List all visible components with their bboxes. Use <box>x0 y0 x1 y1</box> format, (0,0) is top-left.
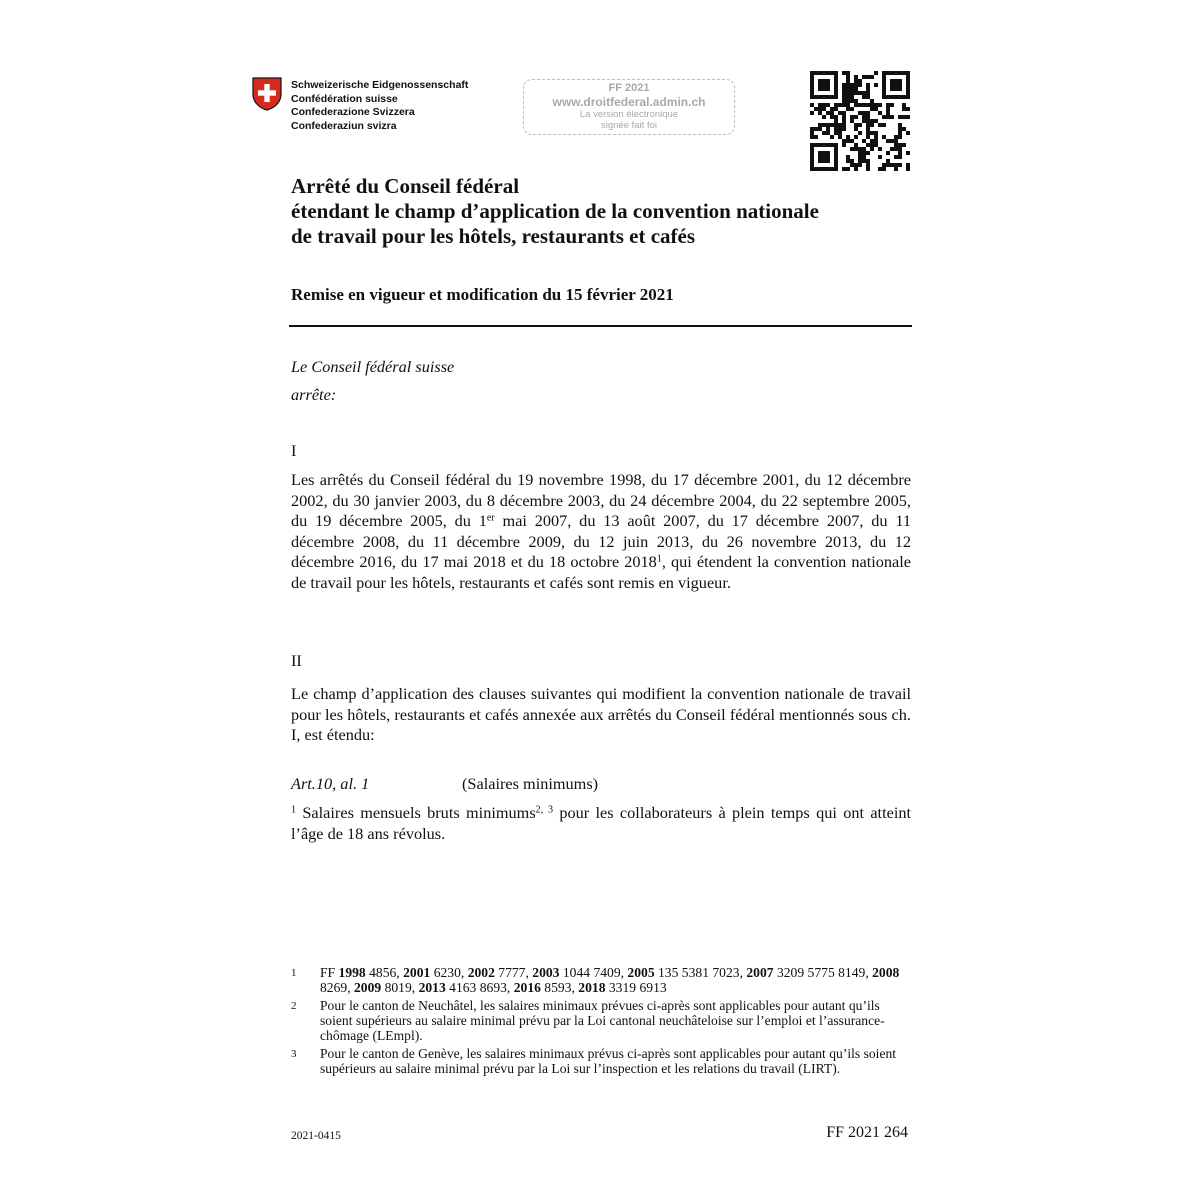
confederation-name-it: Confederazione Svizzera <box>291 106 415 118</box>
document-subtitle: Remise en vigueur et modification du 15 février 2021 <box>291 285 674 304</box>
qr-code-icon <box>810 71 910 171</box>
swiss-cross-shield-icon <box>252 77 282 111</box>
title-line-3: de travail pour les hôtels, restaurants et cafés <box>291 224 696 248</box>
section-1-text-b: mai 2007, du 13 août 2007, du 17 décembre 2007, du 11 décembre 2008, du 11 décembre 2009, du 12 juin 2013, du 26 novembre 2013, du 12 décembre 2016, du 17 mai 2018 et du 18 octobre 2018 <box>291 511 912 571</box>
article-paragraph <box>291 803 911 844</box>
section-heading-2: II <box>291 651 302 670</box>
title-line-2: étendant le champ d’application de la convention nationale <box>291 199 819 223</box>
confederation-names <box>291 79 468 133</box>
footnote-2 <box>291 999 911 1043</box>
section-2-paragraph: Le champ d’application des clauses suivantes qui modifient la convention nationale de travail pour les hôtels, restaurants et cafés annexée aux arrêtés du Conseil fédéral mentionnés sous ch. I, est étendu: <box>291 684 911 744</box>
stamp-note-line2: signée fait foi <box>601 120 657 131</box>
footnote-1 <box>291 966 911 996</box>
footnote-number: 2 <box>291 1000 297 1012</box>
stamp-note-line1: La version électronique <box>579 109 679 120</box>
section-1-paragraph <box>291 470 911 593</box>
footnote-text: FF 1998 4856, 2001 6230, 2002 7777, 2003 1044 7409, 2005 135 5381 7023, 2007 3209 5775 8149, 2008 8269, 2009 8019, 2013 4163 8693, 2016 8593, 2018 3319 6913 <box>320 965 900 995</box>
page-reference: FF 2021 264 <box>826 1124 908 1141</box>
confederation-name-fr: Confédération suisse <box>291 92 398 105</box>
article-text-a: Salaires mensuels bruts minimums <box>296 803 536 822</box>
confederation-name-de: Schweizerische Eidgenossenschaft <box>291 79 469 91</box>
preamble-decrees: arrête: <box>291 385 337 404</box>
article-title: (Salaires minimums) <box>462 774 599 793</box>
title-divider <box>289 325 912 327</box>
title-line-1: Arrêté du Conseil fédéral <box>291 174 520 198</box>
article-reference: Art.10, al. 1 <box>291 774 370 793</box>
footnote-number: 3 <box>291 1048 297 1060</box>
footnote-ref-1[interactable]: 1 <box>656 553 662 565</box>
stamp-website-link[interactable]: www.droitfederal.admin.ch <box>552 95 706 109</box>
footnote-text: Pour le canton de Genève, les salaires minimaux prévus ci-après sont applicables pour autant qu’ils soient supérieurs au salaire minimal prévu par la Loi sur l’inspection et les relations du travail (LIRT). <box>320 1046 897 1076</box>
document-title <box>291 174 931 249</box>
electronic-version-stamp <box>523 79 735 135</box>
confederation-name-rm: Confederaziun svizra <box>291 119 397 132</box>
preamble-authority: Le Conseil fédéral suisse <box>291 357 455 376</box>
article-text-b: pour les collaborateurs à plein temps qui ont atteint l’âge de 18 ans révolus. <box>291 803 912 843</box>
footnote-ref-2-3[interactable]: 2, 3 <box>535 804 554 816</box>
footnote-number: 1 <box>291 967 297 979</box>
stamp-ff-label: FF 2021 <box>608 82 650 94</box>
superscript-er: er <box>486 512 495 524</box>
section-1-text-a: Les arrêtés du Conseil fédéral du 19 novembre 1998, du 17 décembre 2001, du 12 décembre 2002, du 30 janvier 2003, du 8 décembre 2003, du 24 décembre 2004, du 22 septembre 2005, du 19 décembre 2005, du 1 <box>291 470 911 530</box>
section-1-text-c: , qui étendent la convention nationale de travail pour les hôtels, restaurants et cafés sont remis en vigueur. <box>291 552 912 592</box>
footnote-3 <box>291 1047 911 1077</box>
document-reference-number: 2021-0415 <box>291 1130 341 1142</box>
section-heading-1: I <box>291 441 297 460</box>
footnote-text: Pour le canton de Neuchâtel, les salaires minimaux prévues ci-après sont applicables pour autant qu’ils soient supérieurs au salaire minimal prévu par la Loi cantonal neuchâteloise sur l’emploi et l’assurance-chômage (LEmpl). <box>320 998 885 1043</box>
paragraph-number: 1 <box>291 804 297 816</box>
